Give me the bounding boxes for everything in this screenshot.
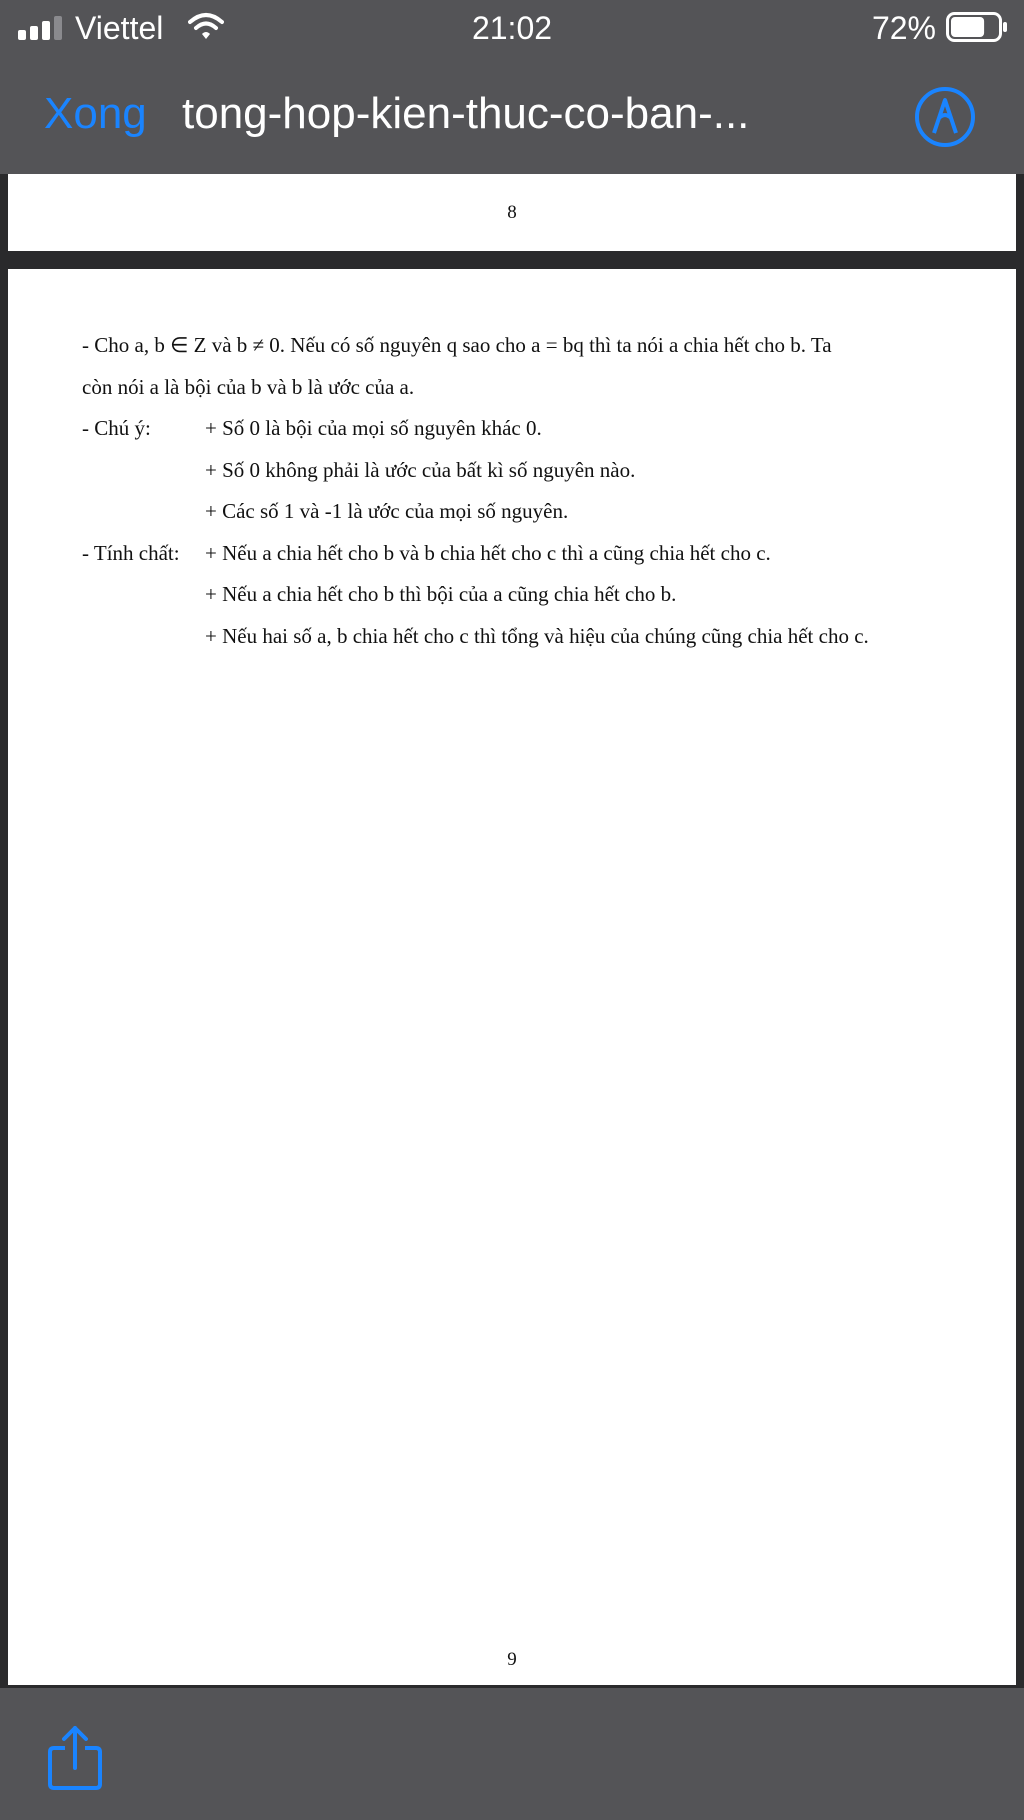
status-bar [0,0,1024,56]
property-item: + Nếu hai số a, b chia hết cho c thì tổng và hiệu của chúng cũng chia hết cho c. [205,623,869,648]
page-content [82,327,982,659]
page-number: 8 [507,202,517,223]
carrier-name: Viettel [75,10,164,46]
document-viewer[interactable] [0,174,1024,1688]
paragraph-line: còn nói a là bội của b và b là ước của a. [82,374,415,399]
note-item: + Số 0 không phải là ước của bất kì số nguyên nào. [205,457,636,482]
note-item: + Số 0 là bội của mọi số nguyên khác 0. [205,416,542,440]
battery-percent: 72% [871,10,936,46]
note-line [82,493,982,535]
property-line [82,535,982,577]
property-line [82,618,982,660]
property-item: + Nếu a chia hết cho b thì bội của a cũng chia hết cho b. [205,582,677,606]
current-page [8,269,1016,1685]
share-icon[interactable] [46,1724,104,1792]
property-label: - Tính chất: [82,540,180,565]
previous-page [8,174,1016,251]
property-line [82,576,982,618]
done-button[interactable]: Xong [44,89,147,138]
bottom-toolbar [0,1688,1024,1820]
note-label: - Chú ý: [82,416,151,440]
clock-time: 21:02 [471,10,553,46]
note-line [82,410,982,452]
note-item: + Các số 1 và -1 là ước của mọi số nguyên. [205,499,569,523]
note-line [82,452,982,494]
page-number: 9 [507,1649,517,1670]
property-item: + Nếu a chia hết cho b và b chia hết cho c thì a cũng chia hết cho c. [205,540,771,565]
nav-bar [0,56,1024,174]
document-title: tong-hop-kien-thuc-co-ban-... [182,89,750,138]
markup-pen-icon[interactable] [914,86,976,148]
paragraph-line: - Cho a, b ∈ Z và b ≠ 0. Nếu có số nguyên q sao cho a = bq thì ta nói a chia hết cho b. Ta [82,333,832,357]
battery-icon [946,12,1008,42]
